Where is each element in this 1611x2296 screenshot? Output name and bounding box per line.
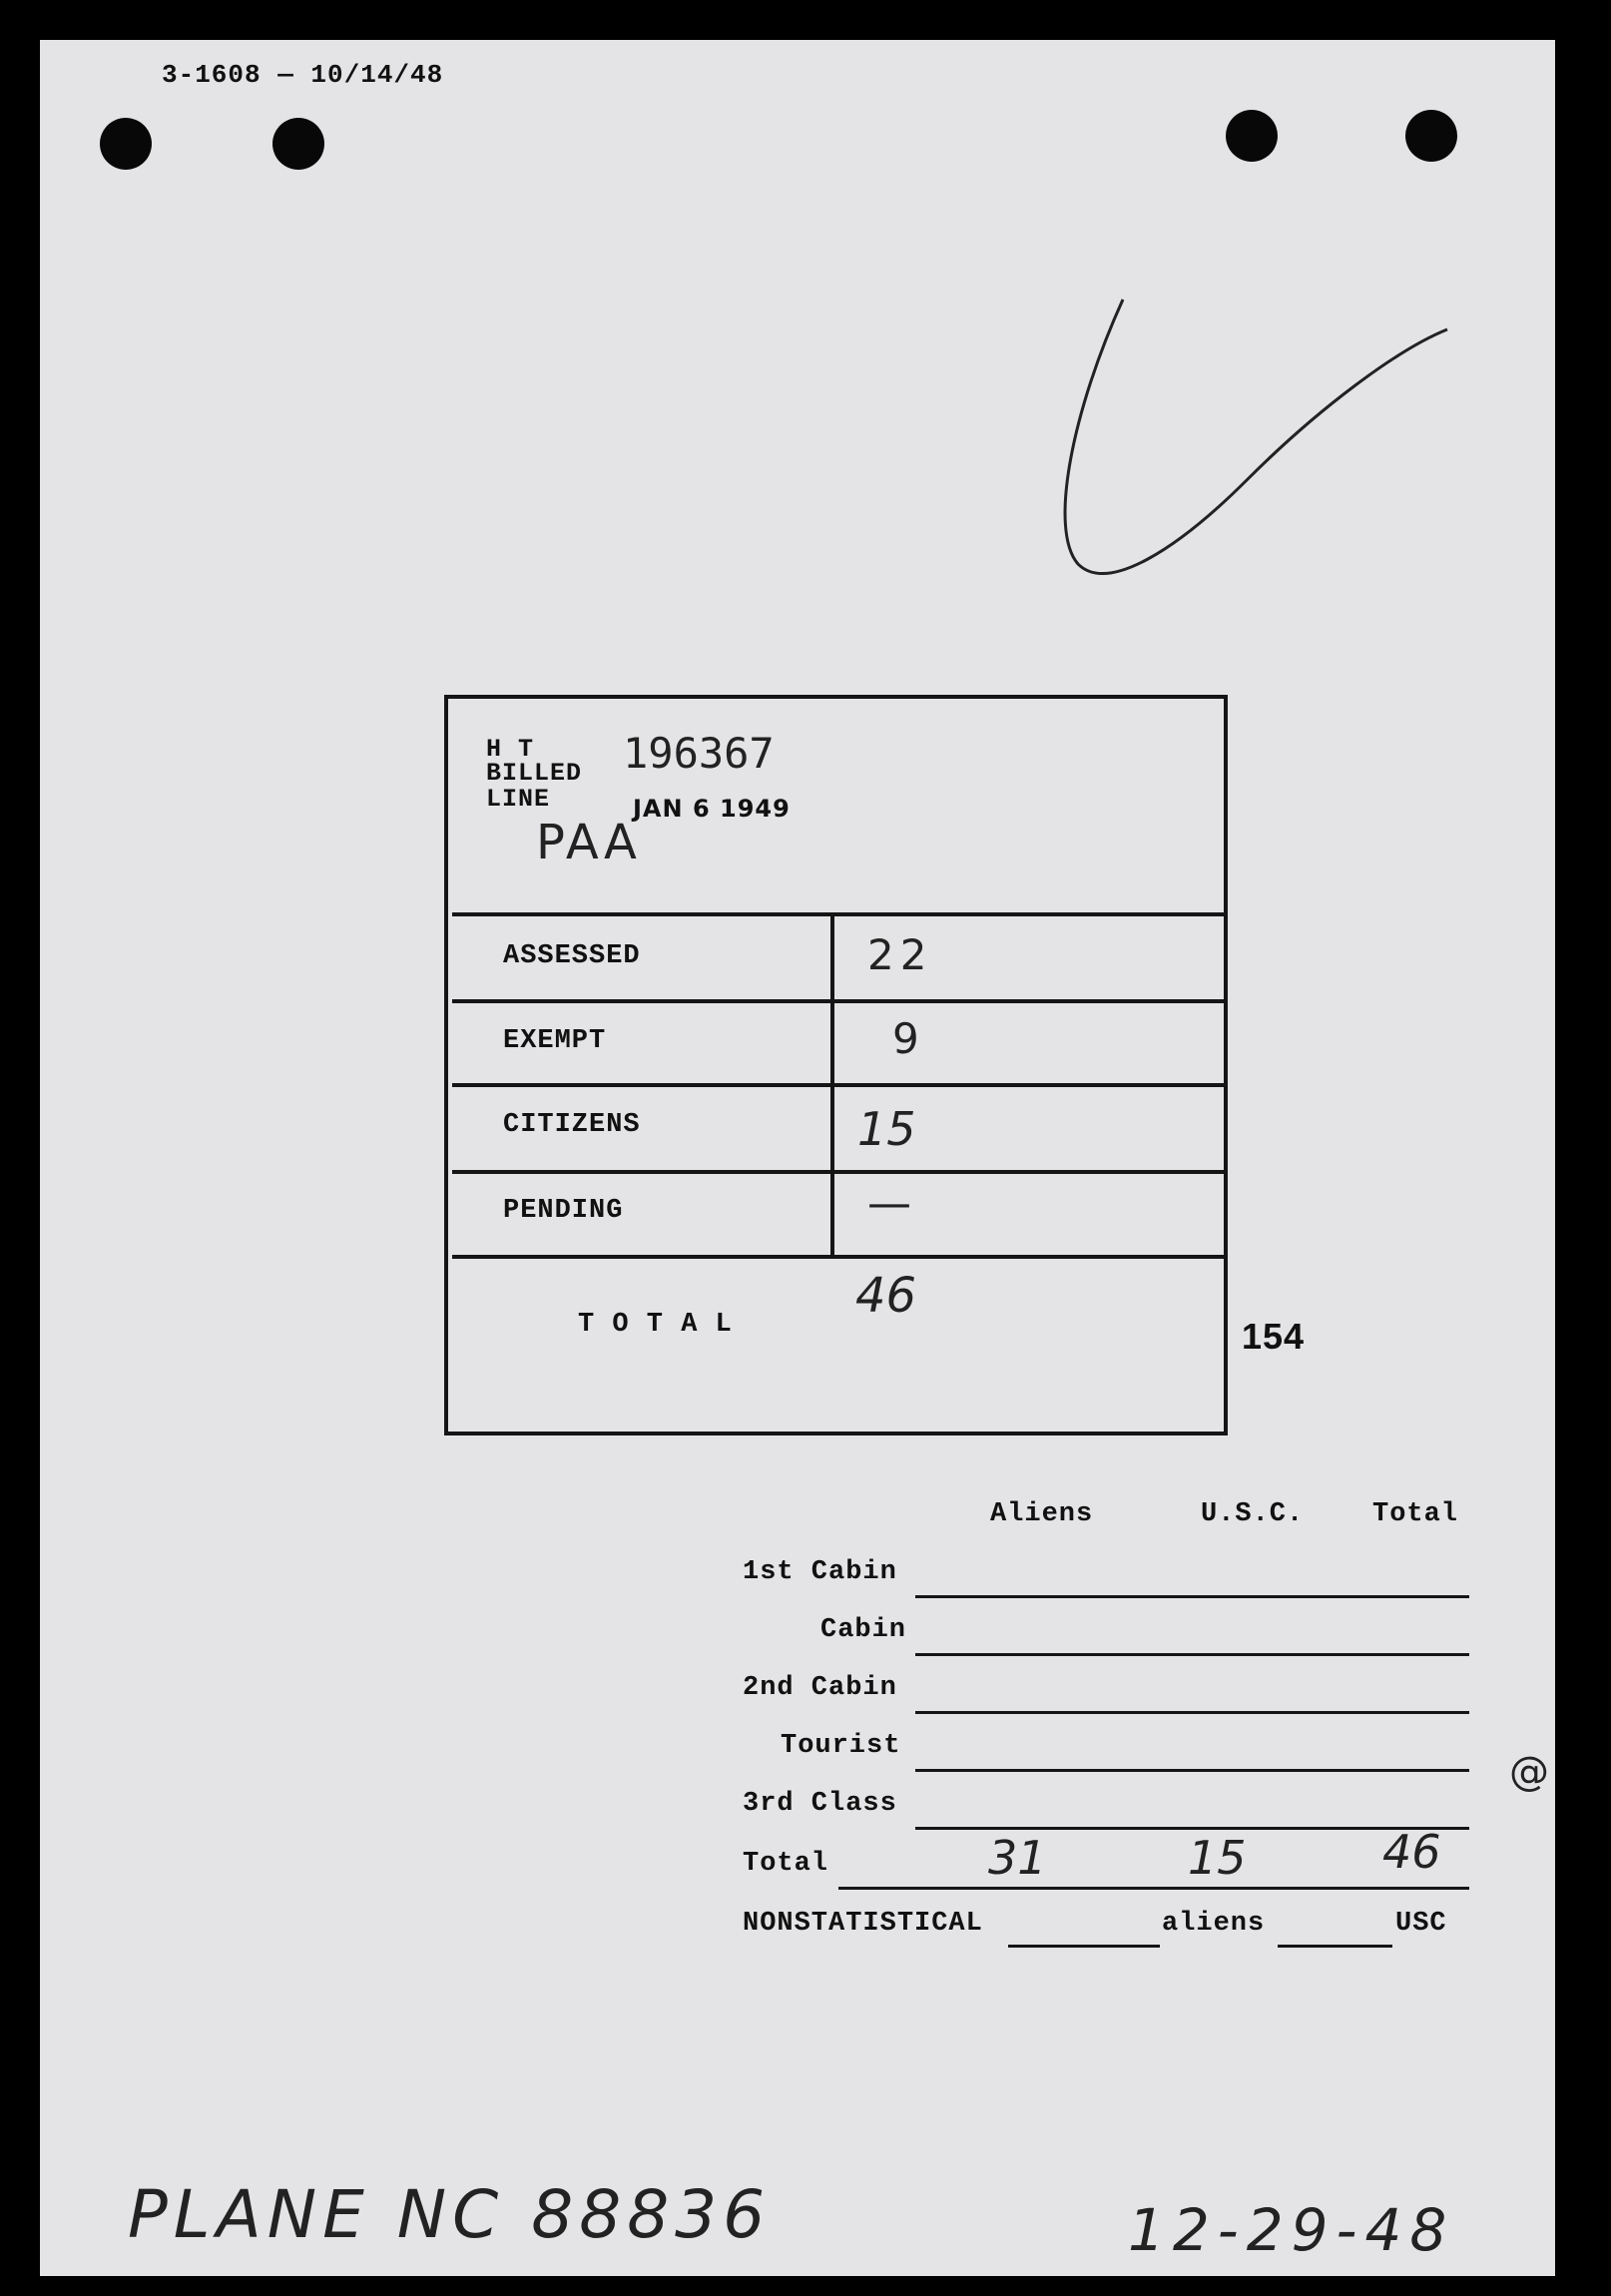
row-label: 1st Cabin	[743, 1557, 897, 1587]
citizens-label: CITIZENS	[503, 1110, 641, 1140]
date-note: 12-29-48	[1128, 2196, 1455, 2264]
check-mark-icon	[1018, 260, 1467, 599]
total-aliens-value: 31	[988, 1831, 1047, 1885]
form-code: 3-1608 — 10/14/48	[162, 60, 444, 90]
punch-hole	[1226, 110, 1278, 162]
billed-label: BILLED	[486, 759, 583, 788]
page-number: 154	[1242, 1316, 1306, 1357]
col-header-usc: U.S.C.	[1201, 1499, 1305, 1529]
pending-label: PENDING	[503, 1196, 624, 1226]
row-label: 2nd Cabin	[743, 1673, 897, 1703]
pending-value: —	[867, 1178, 911, 1229]
billing-box	[444, 695, 1228, 1435]
row-label: Tourist	[781, 1731, 901, 1761]
line-value: PAA	[536, 815, 641, 870]
punch-hole	[100, 118, 152, 170]
punch-hole	[1405, 110, 1457, 162]
assessed-value: 22	[867, 930, 933, 979]
usc-label: USC	[1395, 1909, 1447, 1939]
aliens-label: aliens	[1162, 1909, 1266, 1939]
assessed-label: ASSESSED	[503, 941, 641, 971]
margin-mark: @	[1509, 1749, 1549, 1795]
total-value: 46	[855, 1268, 917, 1324]
citizens-value: 15	[857, 1102, 916, 1156]
exempt-value: 9	[892, 1014, 919, 1063]
exempt-label: EXEMPT	[503, 1026, 607, 1056]
col-header-total: Total	[1372, 1499, 1459, 1529]
nonstatistical-label: NONSTATISTICAL	[743, 1909, 983, 1939]
total-usc-value: 15	[1188, 1831, 1247, 1885]
col-header-aliens: Aliens	[990, 1499, 1094, 1529]
row-label: 3rd Class	[743, 1789, 897, 1819]
billing-number: 196367	[623, 729, 775, 778]
row-label: Cabin	[820, 1615, 907, 1645]
document-page	[40, 40, 1555, 2276]
punch-hole	[272, 118, 324, 170]
plane-number-note: PLANE NC 88836	[128, 2176, 772, 2253]
table-total-label: Total	[743, 1849, 829, 1879]
total-label: T O T A L	[578, 1310, 733, 1340]
ht-label: H T	[486, 735, 535, 764]
line-label: LINE	[486, 785, 551, 814]
date-stamp: JAN 6 1949	[633, 795, 791, 823]
total-total-value: 46	[1382, 1825, 1441, 1879]
